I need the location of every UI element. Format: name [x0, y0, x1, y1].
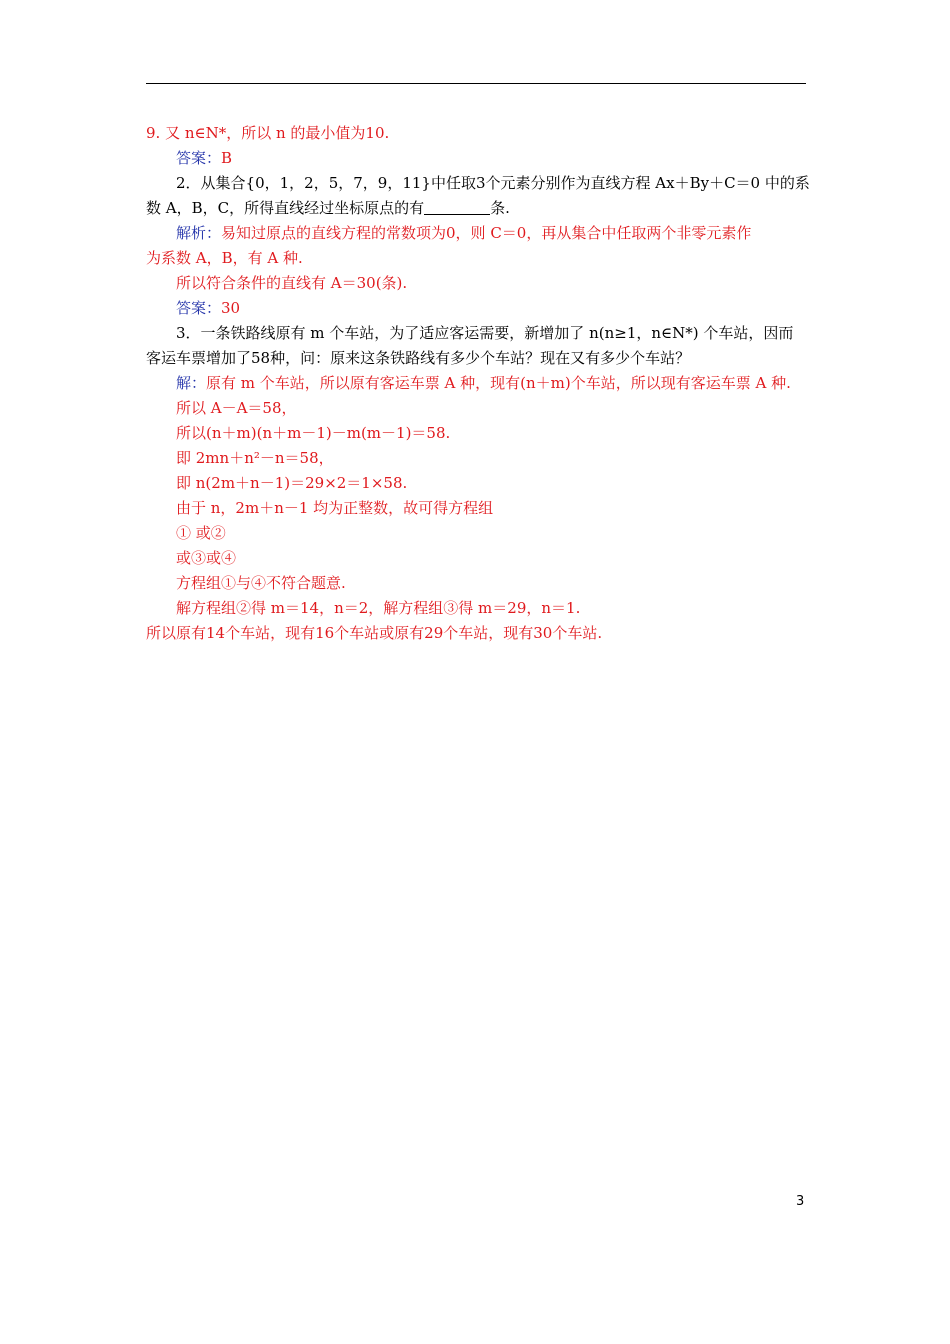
answer-line — [146, 296, 806, 321]
solution-line — [146, 446, 806, 471]
solution-line — [146, 246, 806, 271]
line-text: 方程组①与④不符合题意. — [176, 574, 346, 592]
question-line — [146, 196, 806, 221]
answer-value: B — [221, 149, 233, 167]
document-body — [146, 121, 810, 646]
line-text: 由于 n，2m＋n－1 均为正整数，故可得方程组 — [176, 499, 494, 517]
line-text: 即 n(2m＋n－1)＝29×2＝1×58. — [176, 474, 408, 492]
question-line — [146, 171, 810, 196]
line-text: 所以原有14个车站，现有16个车站或原有29个车站，现有30个车站. — [146, 624, 603, 642]
line-text: 为系数 A，B，有 A 种. — [146, 249, 303, 267]
question-line — [146, 321, 806, 346]
solution-line — [146, 546, 806, 571]
header-rule — [146, 83, 806, 84]
conclusion-line — [146, 621, 806, 646]
question-line — [146, 346, 806, 371]
line-text: 所以 A－A＝58， — [176, 399, 297, 417]
line-text: 数 A，B，C，所得直线经过坐标原点的有 — [146, 199, 425, 217]
line-text: 所以(n＋m)(n＋m－1)－m(m－1)＝58. — [176, 424, 451, 442]
solution-line — [146, 496, 806, 521]
solution-line — [146, 471, 806, 496]
line-text: 9. 又 n∈N*，所以 n 的最小值为10. — [146, 124, 390, 142]
solution-line — [146, 221, 806, 246]
page-number: 3 — [796, 1194, 805, 1209]
solution-line — [146, 271, 806, 296]
answer-label: 答案： — [176, 299, 222, 317]
line-text: 客运车票增加了58种，问：原来这条铁路线有多少个车站？现在又有多少个车站？ — [146, 349, 691, 367]
fill-in-blank — [424, 199, 490, 215]
line-text: 即 2mn＋n²－n＝58， — [176, 449, 334, 467]
line-text: 3．一条铁路线原有 m 个车站，为了适应客运需要，新增加了 n(n≥1，n∈N*) 个车站，因而 — [176, 324, 794, 342]
text-line — [146, 121, 806, 146]
solution-line — [146, 596, 806, 621]
solution-line — [146, 521, 806, 546]
line-text: 解方程组②得 m＝14，n＝2，解方程组③得 m＝29，n＝1. — [176, 599, 581, 617]
answer-value: 30 — [221, 299, 241, 317]
solution-line — [146, 421, 806, 446]
line-text: 条. — [490, 199, 510, 217]
analysis-label: 解析： — [176, 224, 222, 242]
line-text: 易知过原点的直线方程的常数项为0，则 C＝0，再从集合中任取两个非零元素作 — [221, 224, 752, 242]
line-text: 原有 m 个车站，所以原有客运车票 A 种，现有(n＋m)个车站，所以现有客运车票 A 种. — [206, 374, 791, 392]
solution-label: 解： — [176, 374, 207, 392]
solution-line — [146, 371, 806, 396]
solution-line — [146, 571, 806, 596]
answer-line — [146, 146, 806, 171]
answer-label: 答案： — [176, 149, 222, 167]
line-text: 所以符合条件的直线有 A＝30(条). — [176, 274, 408, 292]
line-text: ① 或② — [176, 524, 226, 542]
line-text: 或③或④ — [176, 549, 237, 567]
line-text: 2．从集合{0，1，2，5，7，9，11}中任取3个元素分别作为直线方程 Ax＋By＋C＝0 中的系 — [176, 174, 810, 192]
solution-line — [146, 396, 806, 421]
